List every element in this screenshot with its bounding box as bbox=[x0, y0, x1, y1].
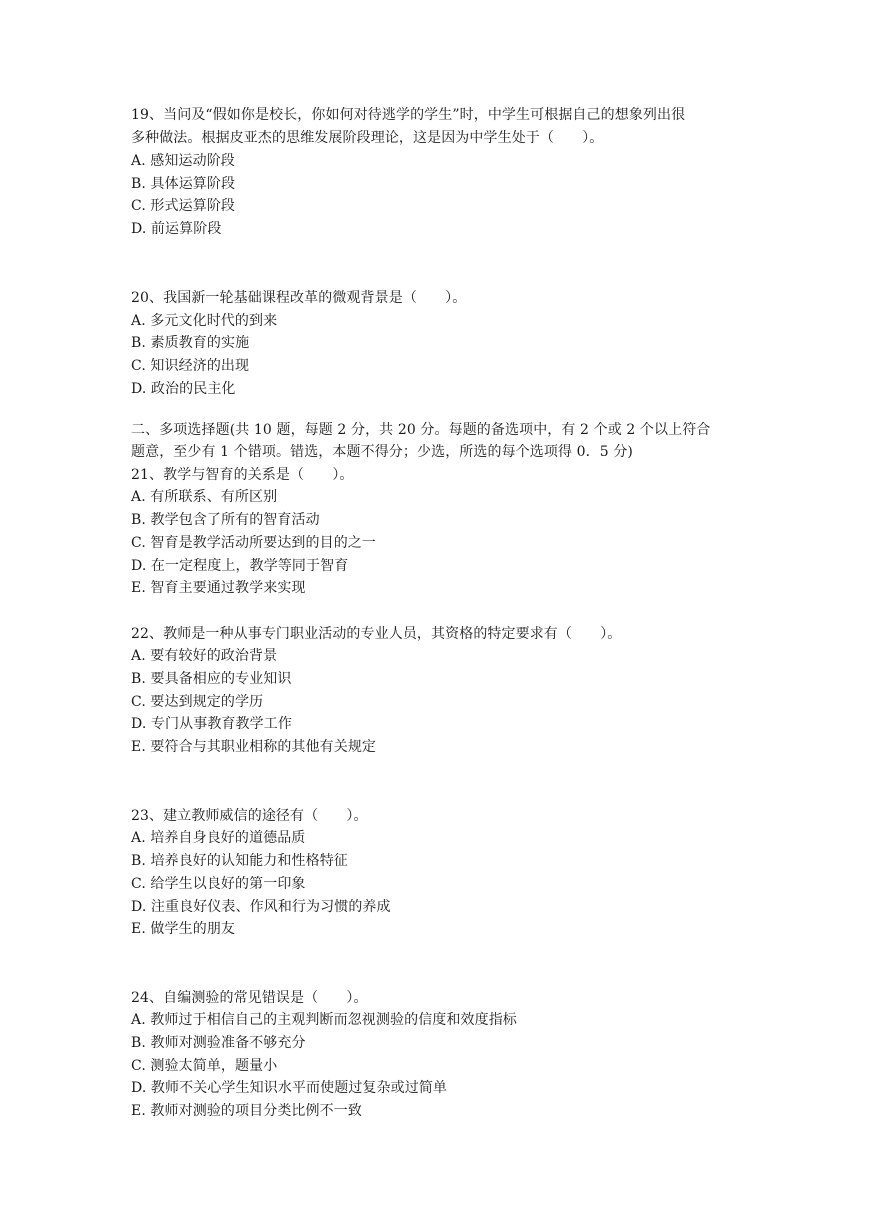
q22-option-b: B. 要具备相应的专业知识 bbox=[131, 671, 292, 687]
q19-stem-line2: 多种做法。根据皮亚杰的思维发展阶段理论，这是因为中学生处于（ ）。 bbox=[131, 130, 604, 146]
q23-stem: 23、建立教师威信的途径有（ ）。 bbox=[131, 808, 368, 824]
q22-option-d: D. 专门从事教育教学工作 bbox=[131, 716, 292, 732]
q19-stem-line1: 19、当问及“假如你是校长，你如何对待逃学的学生”时，中学生可根据自己的想象列出很 bbox=[131, 107, 686, 123]
q24-option-a: A. 教师过于相信自己的主观判断而忽视测验的信度和效度指标 bbox=[131, 1012, 517, 1028]
q21-option-d: D. 在一定程度上，教学等同于智育 bbox=[131, 558, 349, 574]
q24-option-d: D. 教师不关心学生知识水平而使题过复杂或过简单 bbox=[131, 1080, 448, 1096]
q21-option-c: C. 智育是教学活动所要达到的目的之一 bbox=[131, 535, 377, 551]
q21-option-a: A. 有所联系、有所区别 bbox=[131, 489, 278, 505]
q21-stem: 21、教学与智育的关系是（ ）。 bbox=[131, 467, 354, 483]
q20-option-b: B. 素质教育的实施 bbox=[131, 335, 250, 351]
q19-option-c: C. 形式运算阶段 bbox=[131, 198, 236, 214]
q23-option-d: D. 注重良好仪表、作风和行为习惯的养成 bbox=[131, 899, 391, 915]
q24-option-e: E. 教师对测验的项目分类比例不一致 bbox=[131, 1103, 362, 1119]
q21-option-e: E. 智育主要通过教学来实现 bbox=[131, 580, 306, 596]
q19-option-a: A. 感知运动阶段 bbox=[131, 153, 235, 169]
q23-option-e: E. 做学生的朋友 bbox=[131, 921, 236, 937]
q23-option-c: C. 给学生以良好的第一印象 bbox=[131, 876, 306, 892]
q20-option-c: C. 知识经济的出现 bbox=[131, 358, 250, 374]
q20-stem: 20、我国新一轮基础课程改革的微观背景是（ ）。 bbox=[131, 290, 467, 306]
q19-option-d: D. 前运算阶段 bbox=[131, 221, 222, 237]
q20-option-d: D. 政治的民主化 bbox=[131, 381, 236, 397]
q20-option-a: A. 多元文化时代的到来 bbox=[131, 313, 278, 329]
q22-option-c: C. 要达到规定的学历 bbox=[131, 694, 264, 710]
section2-heading-line2: 题意，至少有 1 个错项。错选，本题不得分；少选，所选的每个选项得 0．5 分) bbox=[131, 444, 633, 460]
q22-option-a: A. 要有较好的政治背景 bbox=[131, 648, 278, 664]
q22-option-e: E. 要符合与其职业相称的其他有关规定 bbox=[131, 739, 377, 755]
q23-option-a: A. 培养自身良好的道德品质 bbox=[131, 830, 306, 846]
q22-stem: 22、教师是一种从事专门职业活动的专业人员，其资格的特定要求有（ ）。 bbox=[131, 626, 622, 642]
section2-heading-line1: 二、多项选择题(共 10 题，每题 2 分，共 20 分。每题的备选项中，有 2 个或 2 个以上符合 bbox=[131, 422, 711, 438]
q23-option-b: B. 培养良好的认知能力和性格特征 bbox=[131, 853, 348, 869]
q24-stem: 24、自编测验的常见错误是（ ）。 bbox=[131, 990, 368, 1006]
q21-option-b: B. 教学包含了所有的智育活动 bbox=[131, 512, 320, 528]
q24-option-c: C. 测验太简单，题量小 bbox=[131, 1058, 278, 1074]
q24-option-b: B. 教师对测验准备不够充分 bbox=[131, 1035, 306, 1051]
q19-option-b: B. 具体运算阶段 bbox=[131, 176, 236, 192]
